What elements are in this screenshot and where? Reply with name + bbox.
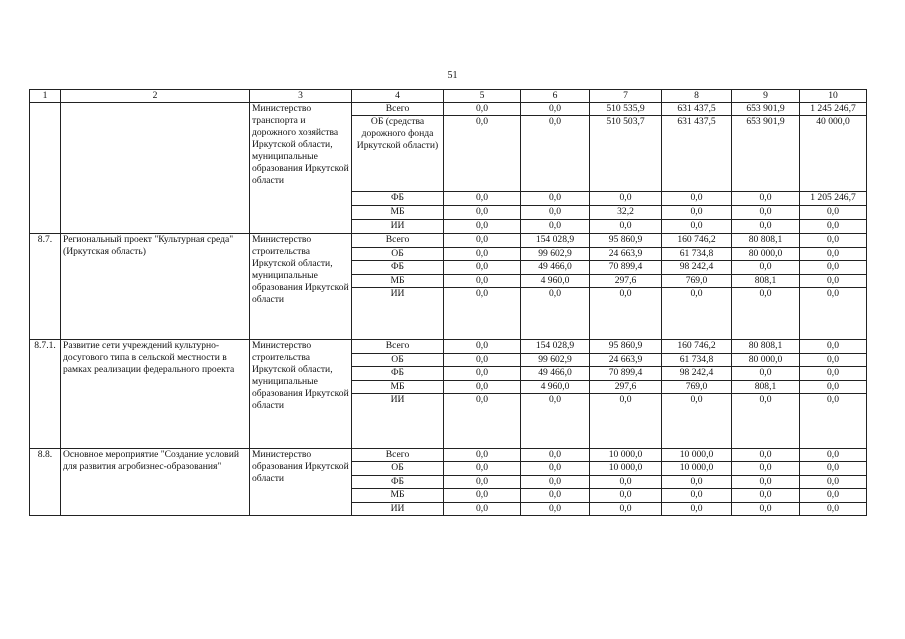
funding-source-cell: ИИ <box>352 288 444 340</box>
executor-cell: Министерство транспорта и дорожного хозяйства Иркутской области, муниципальные образования Иркутской области <box>250 103 352 234</box>
header-cell: 5 <box>444 90 521 103</box>
table-row <box>30 449 867 462</box>
value-cell: 0,0 <box>444 367 521 381</box>
value-cell: 0,0 <box>800 381 867 394</box>
value-cell: 0,0 <box>444 340 521 354</box>
measure-name-cell: Развитие сети учреждений культурно-досугового типа в сельской местности в рамках реализации федерального проекта <box>61 340 250 449</box>
value-cell: 61 734,8 <box>662 354 732 367</box>
value-cell: 0,0 <box>800 449 867 462</box>
value-cell: 653 901,9 <box>732 116 800 192</box>
value-cell: 0,0 <box>521 206 590 220</box>
value-cell: 0,0 <box>521 489 590 503</box>
value-cell: 0,0 <box>732 503 800 516</box>
funding-source-cell: ИИ <box>352 503 444 516</box>
value-cell: 0,0 <box>662 503 732 516</box>
value-cell: 0,0 <box>800 206 867 220</box>
value-cell: 0,0 <box>732 288 800 340</box>
value-cell: 0,0 <box>444 462 521 476</box>
table-row <box>30 234 867 248</box>
value-cell: 0,0 <box>800 234 867 248</box>
value-cell: 0,0 <box>732 206 800 220</box>
value-cell: 0,0 <box>800 476 867 489</box>
value-cell: 0,0 <box>444 234 521 248</box>
value-cell: 510 535,9 <box>590 103 662 116</box>
funding-source-cell: ФБ <box>352 192 444 206</box>
value-cell: 0,0 <box>662 288 732 340</box>
header-cell: 1 <box>30 90 61 103</box>
value-cell: 0,0 <box>444 288 521 340</box>
value-cell: 0,0 <box>590 489 662 503</box>
value-cell: 10 000,0 <box>662 449 732 462</box>
value-cell: 61 734,8 <box>662 248 732 261</box>
funding-source-cell: МБ <box>352 381 444 394</box>
value-cell: 0,0 <box>800 275 867 288</box>
value-cell: 0,0 <box>800 288 867 340</box>
value-cell: 40 000,0 <box>800 116 867 192</box>
value-cell: 24 663,9 <box>590 354 662 367</box>
funding-source-cell: ОБ (средства дорожного фонда Иркутской области) <box>352 116 444 192</box>
executor-cell: Министерство образования Иркутской области <box>250 449 352 516</box>
value-cell: 0,0 <box>444 476 521 489</box>
value-cell: 80 808,1 <box>732 340 800 354</box>
value-cell: 769,0 <box>662 275 732 288</box>
funding-source-cell: МБ <box>352 489 444 503</box>
value-cell: 0,0 <box>590 288 662 340</box>
value-cell: 0,0 <box>732 449 800 462</box>
value-cell: 0,0 <box>590 192 662 206</box>
row-number-cell <box>30 103 61 234</box>
value-cell: 0,0 <box>444 103 521 116</box>
funding-source-cell: ОБ <box>352 248 444 261</box>
value-cell: 297,6 <box>590 275 662 288</box>
executor-cell: Министерство строительства Иркутской области, муниципальные образования Иркутской области <box>250 340 352 449</box>
value-cell: 0,0 <box>800 503 867 516</box>
value-cell: 0,0 <box>662 206 732 220</box>
value-cell: 80 000,0 <box>732 354 800 367</box>
value-cell: 0,0 <box>732 367 800 381</box>
value-cell: 653 901,9 <box>732 103 800 116</box>
value-cell: 0,0 <box>521 103 590 116</box>
header-row <box>30 90 867 103</box>
value-cell: 0,0 <box>800 394 867 449</box>
funding-source-cell: ОБ <box>352 354 444 367</box>
funding-source-cell: ФБ <box>352 261 444 275</box>
value-cell: 0,0 <box>444 381 521 394</box>
value-cell: 0,0 <box>590 476 662 489</box>
funding-source-cell: ОБ <box>352 462 444 476</box>
funding-source-cell: ИИ <box>352 220 444 234</box>
funding-source-cell: ФБ <box>352 367 444 381</box>
value-cell: 1 205 246,7 <box>800 192 867 206</box>
value-cell: 0,0 <box>732 220 800 234</box>
header-cell: 8 <box>662 90 732 103</box>
value-cell: 0,0 <box>444 206 521 220</box>
value-cell: 49 466,0 <box>521 261 590 275</box>
value-cell: 0,0 <box>444 503 521 516</box>
value-cell: 0,0 <box>662 489 732 503</box>
executor-cell: Министерство строительства Иркутской области, муниципальные образования Иркутской области <box>250 234 352 340</box>
value-cell: 0,0 <box>590 220 662 234</box>
funding-source-cell: ФБ <box>352 476 444 489</box>
value-cell: 154 028,9 <box>521 234 590 248</box>
measure-name-cell: Региональный проект "Культурная среда" (Иркутская область) <box>61 234 250 340</box>
value-cell: 0,0 <box>521 394 590 449</box>
value-cell: 10 000,0 <box>590 462 662 476</box>
header-cell: 6 <box>521 90 590 103</box>
funding-source-cell: Всего <box>352 449 444 462</box>
value-cell: 49 466,0 <box>521 367 590 381</box>
value-cell: 0,0 <box>444 261 521 275</box>
value-cell: 4 960,0 <box>521 381 590 394</box>
value-cell: 0,0 <box>444 449 521 462</box>
value-cell: 0,0 <box>521 462 590 476</box>
value-cell: 0,0 <box>521 220 590 234</box>
value-cell: 0,0 <box>590 503 662 516</box>
funding-source-cell: ИИ <box>352 394 444 449</box>
value-cell: 154 028,9 <box>521 340 590 354</box>
value-cell: 0,0 <box>800 354 867 367</box>
funding-source-cell: МБ <box>352 206 444 220</box>
value-cell: 0,0 <box>732 394 800 449</box>
value-cell: 0,0 <box>732 192 800 206</box>
value-cell: 0,0 <box>444 248 521 261</box>
funding-source-cell: Всего <box>352 234 444 248</box>
value-cell: 95 860,9 <box>590 340 662 354</box>
page-number: 51 <box>447 70 458 81</box>
table-row <box>30 340 867 354</box>
table-row <box>30 103 867 116</box>
value-cell: 0,0 <box>590 394 662 449</box>
header-cell: 10 <box>800 90 867 103</box>
value-cell: 0,0 <box>521 503 590 516</box>
measure-name-cell <box>61 103 250 234</box>
value-cell: 0,0 <box>521 476 590 489</box>
value-cell: 10 000,0 <box>590 449 662 462</box>
value-cell: 631 437,5 <box>662 103 732 116</box>
value-cell: 10 000,0 <box>662 462 732 476</box>
value-cell: 0,0 <box>800 261 867 275</box>
funding-source-cell: МБ <box>352 275 444 288</box>
value-cell: 808,1 <box>732 275 800 288</box>
value-cell: 0,0 <box>732 489 800 503</box>
value-cell: 99 602,9 <box>521 354 590 367</box>
value-cell: 0,0 <box>444 116 521 192</box>
funding-source-cell: Всего <box>352 340 444 354</box>
funding-source-cell: Всего <box>352 103 444 116</box>
value-cell: 1 245 246,7 <box>800 103 867 116</box>
header-cell: 9 <box>732 90 800 103</box>
value-cell: 0,0 <box>444 354 521 367</box>
value-cell: 0,0 <box>662 192 732 206</box>
value-cell: 0,0 <box>521 288 590 340</box>
value-cell: 80 808,1 <box>732 234 800 248</box>
value-cell: 0,0 <box>662 476 732 489</box>
value-cell: 0,0 <box>732 476 800 489</box>
value-cell: 98 242,4 <box>662 261 732 275</box>
value-cell: 98 242,4 <box>662 367 732 381</box>
value-cell: 0,0 <box>444 275 521 288</box>
value-cell: 0,0 <box>662 220 732 234</box>
value-cell: 4 960,0 <box>521 275 590 288</box>
budget-table <box>29 89 867 516</box>
value-cell: 70 899,4 <box>590 367 662 381</box>
value-cell: 297,6 <box>590 381 662 394</box>
value-cell: 70 899,4 <box>590 261 662 275</box>
value-cell: 24 663,9 <box>590 248 662 261</box>
value-cell: 160 746,2 <box>662 340 732 354</box>
header-cell: 7 <box>590 90 662 103</box>
header-cell: 2 <box>61 90 250 103</box>
header-cell: 4 <box>352 90 444 103</box>
value-cell: 0,0 <box>521 192 590 206</box>
value-cell: 0,0 <box>800 248 867 261</box>
value-cell: 0,0 <box>800 489 867 503</box>
value-cell: 510 503,7 <box>590 116 662 192</box>
value-cell: 0,0 <box>444 489 521 503</box>
value-cell: 0,0 <box>444 192 521 206</box>
value-cell: 0,0 <box>800 340 867 354</box>
value-cell: 0,0 <box>732 462 800 476</box>
value-cell: 0,0 <box>444 394 521 449</box>
row-number-cell: 8.7. <box>30 234 61 340</box>
measure-name-cell: Основное мероприятие "Создание условий для развития агробизнес-образования" <box>61 449 250 516</box>
value-cell: 80 000,0 <box>732 248 800 261</box>
value-cell: 0,0 <box>521 449 590 462</box>
value-cell: 32,2 <box>590 206 662 220</box>
value-cell: 0,0 <box>521 116 590 192</box>
value-cell: 95 860,9 <box>590 234 662 248</box>
value-cell: 0,0 <box>800 220 867 234</box>
value-cell: 808,1 <box>732 381 800 394</box>
header-cell: 3 <box>250 90 352 103</box>
row-number-cell: 8.8. <box>30 449 61 516</box>
value-cell: 631 437,5 <box>662 116 732 192</box>
value-cell: 0,0 <box>800 367 867 381</box>
row-number-cell: 8.7.1. <box>30 340 61 449</box>
value-cell: 0,0 <box>662 394 732 449</box>
value-cell: 160 746,2 <box>662 234 732 248</box>
value-cell: 99 602,9 <box>521 248 590 261</box>
value-cell: 0,0 <box>800 462 867 476</box>
value-cell: 769,0 <box>662 381 732 394</box>
value-cell: 0,0 <box>732 261 800 275</box>
value-cell: 0,0 <box>444 220 521 234</box>
